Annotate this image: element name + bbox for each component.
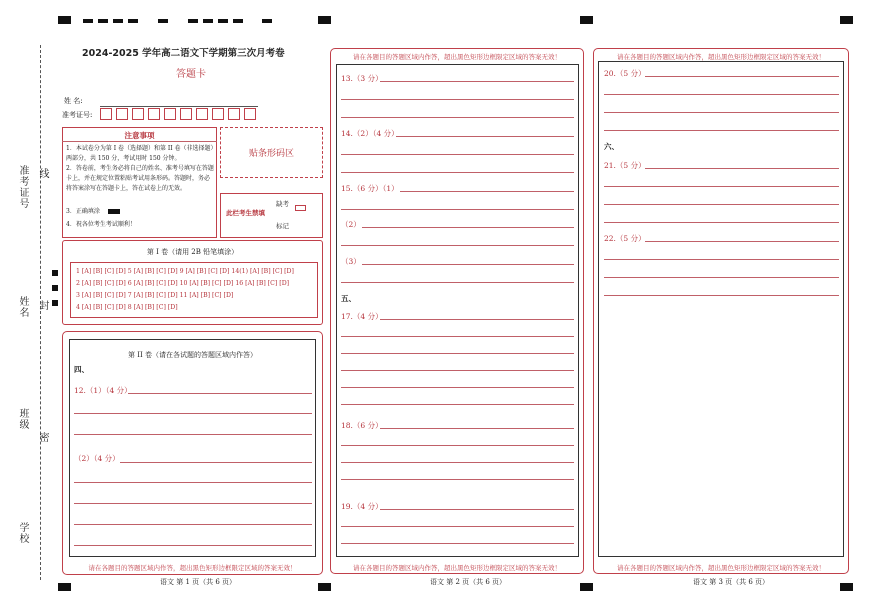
answer-line[interactable]: [380, 428, 574, 429]
registration-mark: [262, 19, 272, 23]
answer-line[interactable]: [604, 259, 839, 260]
answer-line[interactable]: [362, 264, 574, 265]
page-footer-1: 语文 第 1 页（共 6 页）: [160, 578, 237, 586]
answer-line[interactable]: [74, 434, 312, 435]
barcode-label: 贴条形码区: [248, 149, 294, 159]
absent-checkbox[interactable]: [295, 205, 306, 211]
q15-3-label: （3）: [341, 257, 361, 266]
registration-mark: [580, 583, 593, 591]
answer-line[interactable]: [341, 404, 574, 405]
absent-mark-label: 标记: [276, 222, 289, 230]
answer-line[interactable]: [341, 209, 574, 210]
mc-row-4[interactable]: 4 [A] [B] [C] [D] 8 [A] [B] [C] [D]: [76, 304, 178, 311]
answer-line[interactable]: [341, 336, 574, 337]
answer-line[interactable]: [341, 462, 574, 463]
registration-mark: [113, 19, 123, 23]
registration-mark: [318, 16, 331, 24]
side-label-line: 线: [37, 168, 48, 179]
answer-line[interactable]: [341, 445, 574, 446]
q12-2-label: （2）（4 分）: [74, 454, 120, 463]
absent-note: 此栏考生禁填: [226, 209, 265, 217]
mc-row-1[interactable]: 1 [A] [B] [C] [D] 5 [A] [B] [C] [D] 9 [A] [B] [C] [D] 14(1) [A] [B] [C] [D]: [76, 268, 294, 275]
warning-text: 请在各题目的答题区域内作答，超出黑色矩形边框限定区域的答案无效！: [88, 564, 297, 572]
page-footer-2: 语文 第 2 页（共 6 页）: [430, 578, 507, 586]
section2-title: 第 II 卷（请在各试题的答题区域内作答）: [128, 351, 257, 359]
answer-line[interactable]: [341, 245, 574, 246]
answer-line[interactable]: [380, 81, 574, 82]
answer-line[interactable]: [74, 503, 312, 504]
registration-mark: [233, 19, 243, 23]
answer-line[interactable]: [604, 94, 839, 95]
side-label-secret: 密: [37, 432, 48, 443]
page2-part: 五、: [341, 294, 356, 303]
exam-id-label: 准考证号:: [62, 111, 93, 119]
notice-item-2: 2．答卷前，考生务必将自己的姓名、准考号填写在答题卡上，并在规定位置粘贴考试用条形码。答题时，务必将答案涂写在答题卡上，答在试卷上的无效。: [66, 165, 214, 192]
answer-line[interactable]: [604, 222, 839, 223]
registration-mark: [218, 19, 228, 23]
answer-line[interactable]: [74, 482, 312, 483]
page-title: 2024-2025 学年高二语文下学期第三次月考卷: [82, 48, 285, 59]
answer-line[interactable]: [341, 282, 574, 283]
warning-text: 请在各题目的答题区域内作答，超出黑色矩形边框限定区域的答案无效！: [353, 53, 561, 61]
notice-title: 注意事项: [124, 131, 155, 140]
side-label-seal: 封: [37, 300, 48, 311]
notice-item-4: 4．祝各位考生考试顺利！: [66, 221, 136, 228]
section1-title: 第 I 卷（请用 2B 铅笔填涂）: [146, 248, 239, 256]
notice-item-3: 3．正确填涂: [66, 208, 100, 215]
registration-mark: [83, 19, 93, 23]
answer-line[interactable]: [645, 168, 839, 169]
registration-mark: [840, 583, 853, 591]
warning-text: 请在各题目的答题区域内作答，超出黑色矩形边框限定区域的答案无效！: [353, 564, 561, 572]
answer-line[interactable]: [341, 387, 574, 388]
answer-line[interactable]: [341, 543, 574, 544]
registration-mark: [840, 16, 853, 24]
q18-label: 18.（6 分）: [341, 421, 383, 430]
q14-label: 14.（2）（4 分）: [341, 129, 399, 138]
answer-line[interactable]: [341, 172, 574, 173]
answer-line[interactable]: [341, 479, 574, 480]
side-label-exam-id: 准考证号: [17, 165, 28, 209]
registration-mark: [52, 300, 58, 306]
q22-label: 22.（5 分）: [604, 234, 646, 243]
notice-item-1: 1．本试卷分为第 I 卷（选择题）和第 II 卷（非选择题）两部分，共 150 分，考试用时 150 分钟。: [66, 145, 214, 162]
filled-bubble-sample: [108, 209, 120, 214]
mc-row-2[interactable]: 2 [A] [B] [C] [D] 6 [A] [B] [C] [D] 10 [A] [B] [C] [D] 16 [A] [B] [C] [D]: [76, 280, 290, 287]
answer-line[interactable]: [604, 112, 839, 113]
answer-line[interactable]: [604, 295, 839, 296]
registration-mark: [98, 19, 108, 23]
answer-line[interactable]: [341, 370, 574, 371]
warning-text: 请在各题目的答题区域内作答，超出黑色矩形边框限定区域的答案无效！: [617, 53, 825, 61]
answer-line[interactable]: [74, 545, 312, 546]
registration-mark: [58, 583, 71, 591]
q15-2-label: （2）: [341, 220, 361, 229]
answer-line[interactable]: [400, 191, 574, 192]
answer-line[interactable]: [604, 130, 839, 131]
answer-line[interactable]: [380, 509, 574, 510]
side-label-name: 姓名: [17, 296, 28, 318]
side-label-class: 班级: [17, 408, 28, 430]
answer-line[interactable]: [341, 526, 574, 527]
registration-mark: [158, 19, 168, 23]
name-label: 姓 名:: [64, 97, 83, 105]
registration-mark: [580, 16, 593, 24]
registration-mark: [318, 583, 331, 591]
notice-divider: [62, 141, 217, 142]
absent-label: 缺考: [276, 200, 289, 208]
page-footer-3: 语文 第 3 页（共 6 页）: [693, 578, 770, 586]
registration-mark: [58, 16, 71, 24]
answer-line[interactable]: [645, 241, 839, 242]
answer-line[interactable]: [341, 353, 574, 354]
answer-line[interactable]: [396, 136, 574, 137]
answer-line[interactable]: [604, 186, 839, 187]
q21-label: 21.（5 分）: [604, 161, 646, 170]
q20-label: 20.（5 分）: [604, 69, 646, 78]
registration-mark: [188, 19, 198, 23]
registration-mark: [128, 19, 138, 23]
answer-line[interactable]: [341, 117, 574, 118]
answer-line[interactable]: [341, 99, 574, 100]
answer-line[interactable]: [604, 277, 839, 278]
q12-1-label: 12.（1）（4 分）: [74, 386, 132, 395]
registration-mark: [52, 285, 58, 291]
registration-mark: [52, 270, 58, 276]
page3-part: 六、: [604, 142, 619, 151]
side-label-school: 学校: [17, 522, 28, 544]
answer-line[interactable]: [604, 204, 839, 205]
answer-line[interactable]: [341, 154, 574, 155]
q19-label: 19.（4 分）: [341, 502, 383, 511]
answer-line[interactable]: [645, 76, 839, 77]
q13-label: 13.（3 分）: [341, 74, 383, 83]
answer-line[interactable]: [362, 227, 574, 228]
mc-row-3[interactable]: 3 [A] [B] [C] [D] 7 [A] [B] [C] [D] 11 [A] [B] [C] [D]: [76, 292, 234, 299]
answer-line[interactable]: [128, 393, 312, 394]
binding-line: [40, 45, 41, 580]
page-subtitle: 答题卡: [176, 69, 206, 80]
name-line: [100, 106, 258, 107]
answer-line[interactable]: [120, 462, 312, 463]
registration-mark: [203, 19, 213, 23]
q17-label: 17.（4 分）: [341, 312, 383, 321]
answer-line[interactable]: [74, 524, 312, 525]
warning-text: 请在各题目的答题区域内作答，超出黑色矩形边框限定区域的答案无效！: [617, 564, 825, 572]
answer-line[interactable]: [74, 413, 312, 414]
section2-part: 四、: [74, 365, 89, 374]
q15-label: 15.（6 分）（1）: [341, 184, 399, 193]
answer-line[interactable]: [380, 319, 574, 320]
page3-inner: [598, 61, 844, 557]
